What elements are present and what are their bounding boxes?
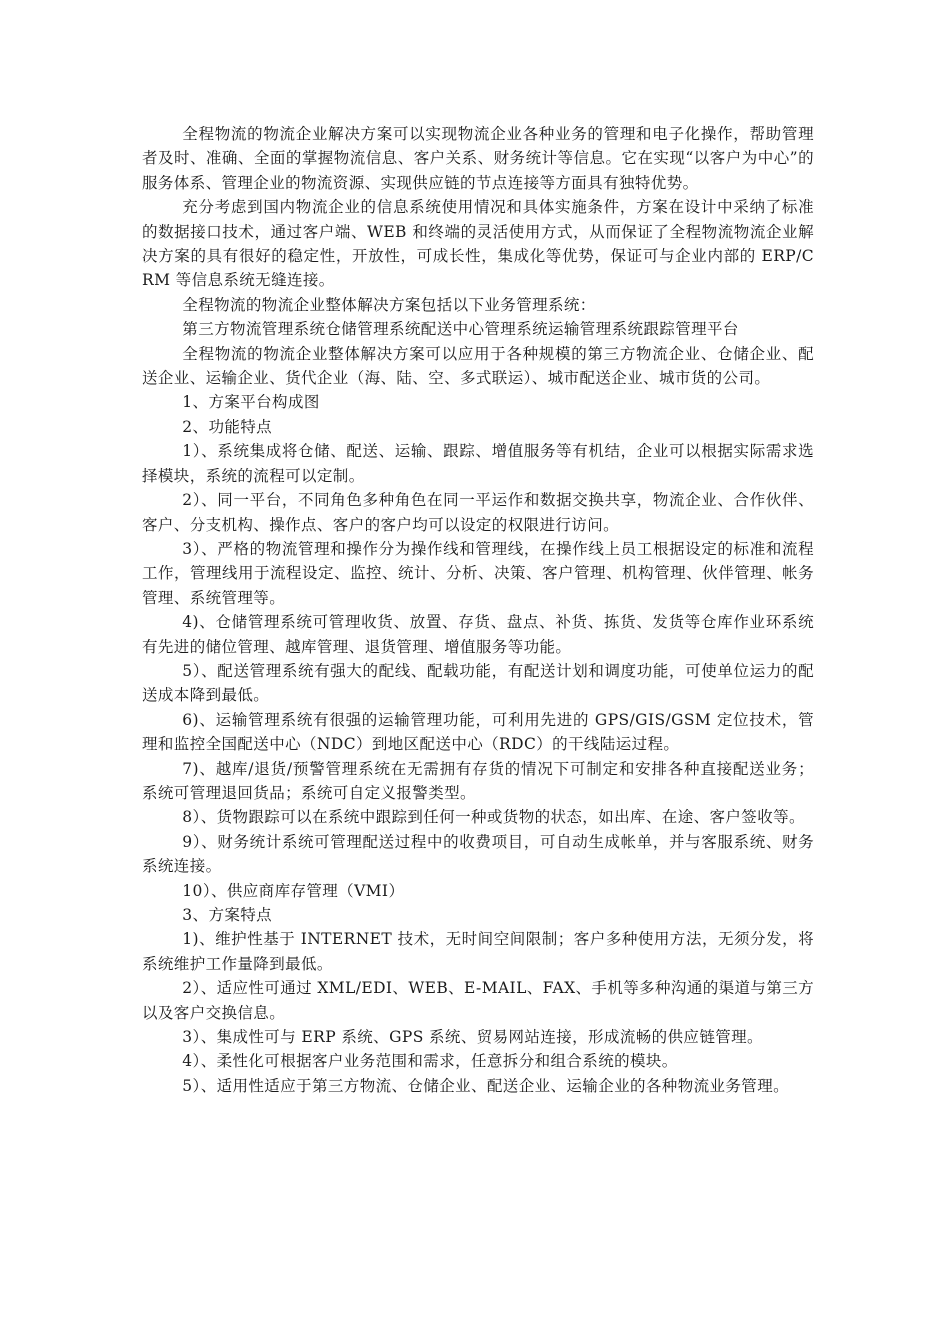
feature-item-3: 3）、严格的物流管理和操作分为操作线和管理线，在操作线上员工根据设定的标准和流程工作，管理线用于流程设定、监控、统计、分析、决策、客户管理、机构管理、伙伴管理、帐务管理、系统管理等。	[142, 539, 814, 607]
characteristic-item-3: 3）、集成性可与 ERP 系统、GPS 系统、贸易网站连接，形成流畅的供应链管理。	[182, 1028, 763, 1047]
feature-item-4: 4)、仓储管理系统可管理收货、放置、存货、盘点、补货、拣货、发货等仓库作业环系统有先进的储位管理、越库管理、退货管理、增值服务等功能。	[142, 613, 814, 656]
paragraph-intro: 全程物流的物流企业解决方案可以实现物流企业各种业务的管理和电子化操作，帮助管理者及时、准确、全面的掌握物流信息、客户关系、财务统计等信息。它在实现“以客户为中心”的服务体系、管理企业的物流资源、实现供应链的节点连接等方面具有独特优势。	[142, 125, 814, 192]
paragraph-application: 全程物流的物流企业整体解决方案可以应用于各种规模的第三方物流企业、仓储企业、配送企业、运输企业、货代企业（海、陆、空、多式联运）、城市配送企业、城市货的公司。	[142, 344, 814, 388]
feature-item-8: 8）、货物跟踪可以在系统中跟踪到任何一种或货物的状态，如出库、在途、客户签收等。	[182, 808, 805, 827]
paragraph-systems-list: 第三方物流管理系统仓储管理系统配送中心管理系统运输管理系统跟踪管理平台	[182, 320, 739, 339]
feature-item-7: 7)、越库/退货/预警管理系统在无需拥有存货的情况下可制定和安排各种直接配送业务；系统可管理退回货品；系统可自定义报警类型。	[142, 759, 814, 802]
paragraph-design: 充分考虑到国内物流企业的信息系统使用情况和具体实施条件，方案在设计中采纳了标准的数据接口技术，通过客户端、WEB 和终端的灵活使用方式，从而保证了全程物流物流企业解决方案的具有很好的稳定性，开放性，可成长性，集成化等优势，保证可与企业内部的 ERP/CRM 等信息系统无缝连接。	[142, 198, 814, 290]
feature-item-9: 9）、财务统计系统可管理配送过程中的收费项目，可自动生成帐单，并与客服系统、财务系统连接。	[142, 832, 814, 876]
feature-item-5: 5）、配送管理系统有强大的配线、配载功能，有配送计划和调度功能，可使单位运力的配送成本降到最低。	[142, 661, 814, 705]
characteristic-item-2: 2）、适应性可通过 XML/EDI、WEB、E-MAIL、FAX、手机等多种沟通的渠道与第三方以及客户交换信息。	[142, 979, 815, 1022]
characteristic-item-1: 1)、维护性基于 INTERNET 技术，无时间空间限制；客户多种使用方法，无须分发，将系统维护工作量降到最低。	[142, 930, 814, 973]
feature-item-2: 2）、同一平台，不同角色多种角色在同一平运作和数据交换共享，物流企业、合作伙伴、客户、分支机构、操作点、客户的客户均可以设定的权限进行访问。	[142, 491, 814, 534]
characteristic-item-5: 5）、适用性适应于第三方物流、仓储企业、配送企业、运输企业的各种物流业务管理。	[182, 1076, 790, 1095]
feature-item-6: 6)、运输管理系统有很强的运输管理功能，可利用先进的 GPS/GIS/GSM 定位技术，管理和监控全国配送中心（NDC）到地区配送中心（RDC）的干线陆运过程。	[142, 710, 814, 754]
paragraph-systems-intro: 全程物流的物流企业整体解决方案包括以下业务管理系统：	[182, 295, 596, 314]
characteristic-item-4: 4）、柔性化可根据客户业务范围和需求，任意拆分和组合系统的模块。	[182, 1052, 678, 1071]
feature-item-1: 1）、系统集成将仓储、配送、运输、跟踪、增值服务等有机结，企业可以根据实际需求选择模块，系统的流程可以定制。	[142, 442, 814, 485]
section-heading-platform: 1、方案平台构成图	[182, 393, 320, 412]
section-heading-characteristics: 3、方案特点	[182, 906, 273, 924]
feature-item-10: 10）、供应商库存管理（VMI）	[182, 881, 405, 900]
section-heading-features: 2、功能特点	[182, 417, 273, 436]
document-body	[142, 122, 814, 1098]
